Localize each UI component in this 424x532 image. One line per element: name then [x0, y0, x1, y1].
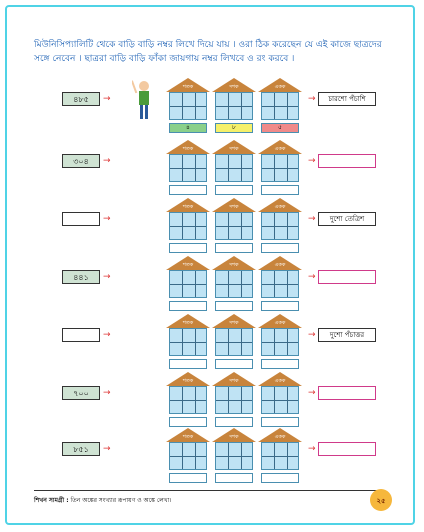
- number-box: ৪৪১: [62, 270, 100, 284]
- house-label: একক: [274, 378, 286, 384]
- house-label: দশক: [229, 146, 239, 152]
- arrow-icon: →: [308, 388, 316, 398]
- exercise-row: [0, 198, 424, 254]
- house-body: [261, 154, 299, 182]
- arrow-icon: →: [308, 156, 316, 166]
- house-label: দশক: [229, 84, 239, 90]
- house-body: [261, 270, 299, 298]
- word-box[interactable]: [318, 442, 376, 456]
- place-value-house: [212, 140, 256, 194]
- footer-label: শিখন সামগ্রী :: [34, 497, 69, 504]
- arrow-icon: →: [103, 330, 111, 340]
- arrow-icon: →: [308, 330, 316, 340]
- number-box: ৭০০: [62, 386, 100, 400]
- house-label: শতক: [182, 146, 194, 152]
- place-value-house: [166, 140, 210, 194]
- house-label: দশক: [229, 434, 239, 440]
- word-box: চারশো পঁচাশি: [318, 92, 376, 106]
- house-body: [169, 270, 207, 298]
- word-box: দুশো তেত্রিশ: [318, 212, 376, 226]
- arrow-icon: →: [308, 272, 316, 282]
- house-label: শতক: [182, 204, 194, 210]
- house-label: একক: [274, 146, 286, 152]
- house-body: [215, 386, 253, 414]
- word-box: দুশো পঁচাত্তর: [318, 328, 376, 342]
- house-label: একক: [274, 84, 286, 90]
- house-label: দশক: [229, 262, 239, 268]
- digit-box[interactable]: [215, 185, 253, 195]
- digit-box[interactable]: [261, 473, 299, 483]
- house-label: একক: [274, 262, 286, 268]
- number-box: ৩০৪: [62, 154, 100, 168]
- intro-text: মিউনিসিপ্যালিটি থেকে বাড়ি বাড়ি নম্বর লিখে দিয়ে যায় । ওরা ঠিক করেছেন যে এই কাজে ছাত্রদের সঙ্গে নেবেন । ছাত্ররা বাড়ি বাড়ি ফাঁকা জায়গায় নম্বর লিখবে ও রং করবে ।: [34, 40, 382, 64]
- digit-box[interactable]: [169, 301, 207, 311]
- place-value-house: [166, 314, 210, 368]
- digit-box[interactable]: ৫: [261, 123, 299, 133]
- digit-box[interactable]: ৮: [215, 123, 253, 133]
- arrow-icon: →: [103, 94, 111, 104]
- digit-box[interactable]: [261, 359, 299, 369]
- house-body: [261, 442, 299, 470]
- digit-box[interactable]: ৪: [169, 123, 207, 133]
- place-value-house: [166, 198, 210, 252]
- house-body: [261, 212, 299, 240]
- house-body: [215, 442, 253, 470]
- arrow-icon: →: [308, 214, 316, 224]
- house-body: [169, 386, 207, 414]
- digit-box[interactable]: [215, 301, 253, 311]
- place-value-house: [258, 198, 302, 252]
- house-body: [169, 442, 207, 470]
- place-value-house: [258, 314, 302, 368]
- footer-note: [34, 495, 172, 506]
- digit-box[interactable]: [215, 473, 253, 483]
- digit-box[interactable]: [169, 359, 207, 369]
- house-body: [215, 328, 253, 356]
- digit-box[interactable]: [215, 359, 253, 369]
- word-box[interactable]: [318, 386, 376, 400]
- footer-divider: [34, 490, 380, 491]
- place-value-house: [212, 198, 256, 252]
- digit-box[interactable]: [169, 185, 207, 195]
- number-box: ৪৮৫: [62, 92, 100, 106]
- house-label: শতক: [182, 378, 194, 384]
- house-body: [261, 92, 299, 120]
- exercise-row: [0, 140, 424, 196]
- house-label: শতক: [182, 262, 194, 268]
- house-body: [169, 154, 207, 182]
- house-label: একক: [274, 434, 286, 440]
- place-value-house: [212, 428, 256, 482]
- place-value-house: [258, 78, 302, 132]
- house-body: [215, 154, 253, 182]
- exercise-row: [0, 428, 424, 484]
- place-value-house: [258, 428, 302, 482]
- digit-box[interactable]: [261, 301, 299, 311]
- digit-box[interactable]: [215, 243, 253, 253]
- word-box[interactable]: [318, 154, 376, 168]
- number-box[interactable]: [62, 328, 100, 342]
- footer-text: তিন অঙ্কের সংখ্যার রূপায়ণ ও অঙ্কে লেখা।: [68, 497, 172, 504]
- house-body: [215, 270, 253, 298]
- arrow-icon: →: [308, 94, 316, 104]
- exercise-row: [0, 256, 424, 312]
- place-value-house: [166, 256, 210, 310]
- house-label: শতক: [182, 320, 194, 326]
- place-value-house: [212, 256, 256, 310]
- house-label: দশক: [229, 378, 239, 384]
- page-number-badge: [366, 485, 396, 515]
- digit-box[interactable]: [261, 185, 299, 195]
- exercise-row: [0, 314, 424, 370]
- house-body: [169, 212, 207, 240]
- place-value-house: [212, 314, 256, 368]
- house-label: শতক: [182, 84, 194, 90]
- place-value-house: [258, 372, 302, 426]
- place-value-house: [258, 140, 302, 194]
- house-label: একক: [274, 320, 286, 326]
- digit-box[interactable]: [215, 417, 253, 427]
- word-box[interactable]: [318, 270, 376, 284]
- digit-box[interactable]: [169, 243, 207, 253]
- arrow-icon: →: [103, 388, 111, 398]
- house-label: শতক: [182, 434, 194, 440]
- house-body: [169, 328, 207, 356]
- house-body: [215, 92, 253, 120]
- digit-box[interactable]: [261, 417, 299, 427]
- exercise-row: [0, 372, 424, 428]
- house-body: [261, 328, 299, 356]
- arrow-icon: →: [308, 444, 316, 454]
- place-value-house: [258, 256, 302, 310]
- house-body: [169, 92, 207, 120]
- place-value-house: [166, 372, 210, 426]
- place-value-house: [212, 78, 256, 132]
- digit-box[interactable]: [169, 473, 207, 483]
- place-value-house: [212, 372, 256, 426]
- arrow-icon: →: [103, 272, 111, 282]
- digit-box[interactable]: [261, 243, 299, 253]
- place-value-house: [166, 78, 210, 132]
- house-label: একক: [274, 204, 286, 210]
- arrow-icon: →: [103, 214, 111, 224]
- arrow-icon: →: [103, 156, 111, 166]
- exercise-row: [0, 78, 424, 134]
- house-body: [261, 386, 299, 414]
- number-box: ৮৫১: [62, 442, 100, 456]
- arrow-icon: →: [103, 444, 111, 454]
- digit-box[interactable]: [169, 417, 207, 427]
- page-number: ২৫: [376, 497, 386, 505]
- number-box[interactable]: [62, 212, 100, 226]
- house-label: দশক: [229, 320, 239, 326]
- house-body: [215, 212, 253, 240]
- place-value-house: [166, 428, 210, 482]
- house-label: দশক: [229, 204, 239, 210]
